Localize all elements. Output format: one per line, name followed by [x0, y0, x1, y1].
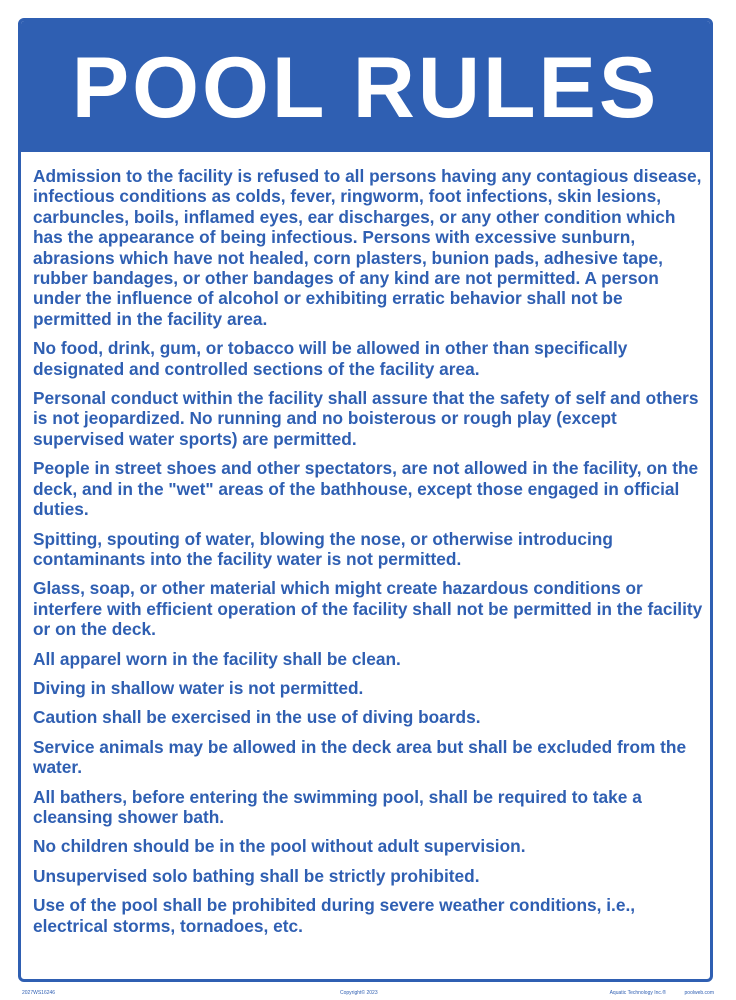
- website: poolweb.com: [684, 990, 714, 996]
- rule-food-drink: No food, drink, gum, or tobacco will be allowed in other than specifically designated and controlled sections of the facility area.: [33, 338, 628, 379]
- rule-diving-boards: Caution shall be exercised in the use of diving boards.: [33, 707, 481, 728]
- company-name: Aquatic Technology Inc.®: [609, 990, 666, 996]
- rule-personal-conduct: Personal conduct within the facility shall assure that the safety of self and others is not jeopardized. No running and no boisterous or rough play (except supervised water sports) are permitted.: [33, 388, 699, 449]
- pool-rules-sign: [18, 18, 713, 982]
- rule-solo-bathing: Unsupervised solo bathing shall be strictly prohibited.: [33, 865, 480, 886]
- rule-apparel: All apparel worn in the facility shall be clean.: [33, 648, 401, 669]
- rule-service-animals: Service animals may be allowed in the deck area but shall be excluded from the water.: [33, 736, 687, 778]
- sign-footer: [0, 990, 736, 1000]
- copyright-notice: Copyright© 2023: [340, 990, 378, 996]
- rule-shower: All bathers, before entering the swimming pool, shall be required to take a cleansing shower bath.: [33, 786, 642, 827]
- rule-street-shoes: People in street shoes and other spectators, are not allowed in the facility, on the deck, and in the "wet" areas of the bathhouse, except those engaged in official duties.: [33, 458, 699, 520]
- rule-admission: Admission to the facility is refused to all persons having any contagious disease, infectious conditions as colds, fever, ringworm, foot infections, skin lesions, carbuncles, boils, inflamed eyes, ear discharges, or any other condition which has the appearance of being infectious. Persons with excessive sunburn, abrasions which have not healed, corn plasters, bunion pads, adhesive tape, rubber bandages, or other bandages of any kind are not permitted. A person under the influence of alcohol or exhibiting erratic behavior shall not be permitted in the facility area.: [33, 166, 702, 329]
- sign-title: POOL RULES: [71, 39, 660, 136]
- title-banner: [21, 21, 710, 152]
- rules-list: [33, 166, 705, 945]
- rule-severe-weather: Use of the pool shall be prohibited during severe weather conditions, i.e., electrical storms, tornadoes, etc.: [33, 895, 636, 936]
- rule-shallow-diving: Diving in shallow water is not permitted.: [33, 677, 364, 698]
- rule-spitting: Spitting, spouting of water, blowing the nose, or otherwise introducing contaminants into the facility water is not permitted.: [33, 528, 613, 569]
- rule-glass-soap: Glass, soap, or other material which might create hazardous conditions or interfere with efficient operation of the facility shall not be permitted in the facility or on the deck.: [33, 578, 703, 640]
- product-code: 2027WS16246: [22, 990, 56, 996]
- rule-children-supervision: No children should be in the pool without adult supervision.: [33, 836, 526, 857]
